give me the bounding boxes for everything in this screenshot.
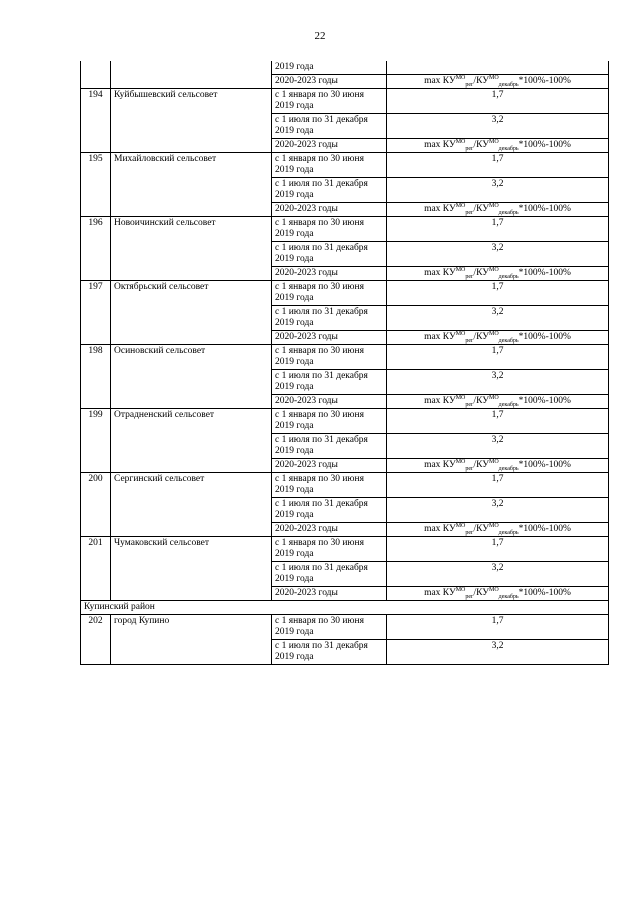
formula-cell: $\max КУ^{МО}_{рег}/КУ^{МО}_{декабрь}*100\%-100\%$ — [387, 139, 609, 153]
municipality-name: Октябрьский сельсовет — [111, 281, 272, 345]
period-cell: с 1 июля по 31 декабря 2019 года — [272, 562, 387, 587]
period-cell: с 1 июля по 31 декабря 2019 года — [272, 434, 387, 459]
value-cell: 3,2 — [387, 434, 609, 459]
value-cell: 3,2 — [387, 114, 609, 139]
period-cell: с 1 января по 30 июня 2019 года — [272, 217, 387, 242]
row-number: 200 — [81, 473, 111, 537]
formula-cell: $\max КУ^{МО}_{рег}/КУ^{МО}_{декабрь}*100\%-100\%$ — [387, 395, 609, 409]
value-cell: 1,7 — [387, 217, 609, 242]
district-header: Купинский район — [81, 601, 609, 615]
value-cell: 3,2 — [387, 640, 609, 665]
period-cell: с 1 июля по 31 декабря 2019 года — [272, 178, 387, 203]
period-cell: 2020-2023 годы — [272, 587, 387, 601]
period-cell: 2020-2023 годы — [272, 523, 387, 537]
period-cell: с 1 января по 30 июня 2019 года — [272, 345, 387, 370]
period-cell: с 1 июля по 31 декабря 2019 года — [272, 498, 387, 523]
table-row — [81, 615, 609, 640]
row-number: 198 — [81, 345, 111, 409]
value-cell: 3,2 — [387, 370, 609, 395]
continuation-row — [81, 61, 609, 75]
row-number: 196 — [81, 217, 111, 281]
formula-cell: $\max КУ^{МО}_{рег}/КУ^{МО}_{декабрь}*100\%-100\%$ — [387, 523, 609, 537]
formula-cell: $\max КУ^{МО}_{рег}/КУ^{МО}_{декабрь}*100\%-100\%$ — [387, 267, 609, 281]
formula-cell: $\max КУ^{МО}_{рег}/КУ^{МО}_{декабрь}*100\%-100\%$ — [387, 331, 609, 345]
row-number: 194 — [81, 89, 111, 153]
value-cell: 3,2 — [387, 562, 609, 587]
value-cell: 1,7 — [387, 409, 609, 434]
formula-cell: $\max КУ^{МО}_{рег}/КУ^{МО}_{декабрь}*100\%-100\%$ — [387, 203, 609, 217]
period-cell: с 1 января по 30 июня 2019 года — [272, 153, 387, 178]
period-cell: с 1 июля по 31 декабря 2019 года — [272, 114, 387, 139]
municipality-name: Чумаковский сельсовет — [111, 537, 272, 601]
municipality-name: Сергинский сельсовет — [111, 473, 272, 537]
value-cell: 1,7 — [387, 153, 609, 178]
value-cell: 1,7 — [387, 281, 609, 306]
municipality-name: Отрадненский сельсовет — [111, 409, 272, 473]
period-cell: 2019 года — [272, 61, 387, 75]
value-cell: 1,7 — [387, 615, 609, 640]
period-cell: с 1 января по 30 июня 2019 года — [272, 89, 387, 114]
period-cell: 2020-2023 годы — [272, 139, 387, 153]
period-cell: с 1 января по 30 июня 2019 года — [272, 537, 387, 562]
table-row — [81, 281, 609, 306]
table-row — [81, 473, 609, 498]
municipality-name: Осиновский сельсовет — [111, 345, 272, 409]
period-cell: с 1 июля по 31 декабря 2019 года — [272, 242, 387, 267]
period-cell: с 1 июля по 31 декабря 2019 года — [272, 370, 387, 395]
period-cell: с 1 января по 30 июня 2019 года — [272, 281, 387, 306]
period-cell: 2020-2023 годы — [272, 395, 387, 409]
row-number: 195 — [81, 153, 111, 217]
value-cell: 1,7 — [387, 345, 609, 370]
municipality-name: город Купино — [111, 615, 272, 665]
table-row — [81, 409, 609, 434]
period-cell: с 1 июля по 31 декабря 2019 года — [272, 306, 387, 331]
value-cell: 3,2 — [387, 242, 609, 267]
municipality-name: Новоичинский сельсовет — [111, 217, 272, 281]
value-cell: 3,2 — [387, 498, 609, 523]
period-cell: с 1 января по 30 июня 2019 года — [272, 409, 387, 434]
row-number: 202 — [81, 615, 111, 665]
period-cell: 2020-2023 годы — [272, 75, 387, 89]
value-cell: 1,7 — [387, 537, 609, 562]
period-cell: с 1 января по 30 июня 2019 года — [272, 473, 387, 498]
formula-cell: $\max КУ^{МО}_{рег}/КУ^{МО}_{декабрь}*100\%-100\%$ — [387, 459, 609, 473]
municipality-name: Куйбышевский сельсовет — [111, 89, 272, 153]
row-number: 197 — [81, 281, 111, 345]
page-number: 22 — [314, 30, 326, 42]
tariff-table — [80, 61, 609, 665]
value-cell: 1,7 — [387, 89, 609, 114]
period-cell: с 1 января по 30 июня 2019 года — [272, 615, 387, 640]
period-cell: 2020-2023 годы — [272, 459, 387, 473]
formula-cell: $\max КУ^{МО}_{рег}/КУ^{МО}_{декабрь}*100\%-100\%$ — [387, 587, 609, 601]
row-number: 199 — [81, 409, 111, 473]
table-row — [81, 217, 609, 242]
value-cell: 1,7 — [387, 473, 609, 498]
table-row — [81, 345, 609, 370]
table-row — [81, 153, 609, 178]
district-row — [81, 601, 609, 615]
value-cell: 3,2 — [387, 178, 609, 203]
row-number: 201 — [81, 537, 111, 601]
table-row — [81, 89, 609, 114]
period-cell: 2020-2023 годы — [272, 331, 387, 345]
municipality-name: Михайловский сельсовет — [111, 153, 272, 217]
formula-cell: $\max КУ^{МО}_{рег}/КУ^{МО}_{декабрь}*100\%-100\%$ — [387, 75, 609, 89]
table-row — [81, 537, 609, 562]
period-cell: 2020-2023 годы — [272, 267, 387, 281]
period-cell: с 1 июля по 31 декабря 2019 года — [272, 640, 387, 665]
period-cell: 2020-2023 годы — [272, 203, 387, 217]
value-cell: 3,2 — [387, 306, 609, 331]
